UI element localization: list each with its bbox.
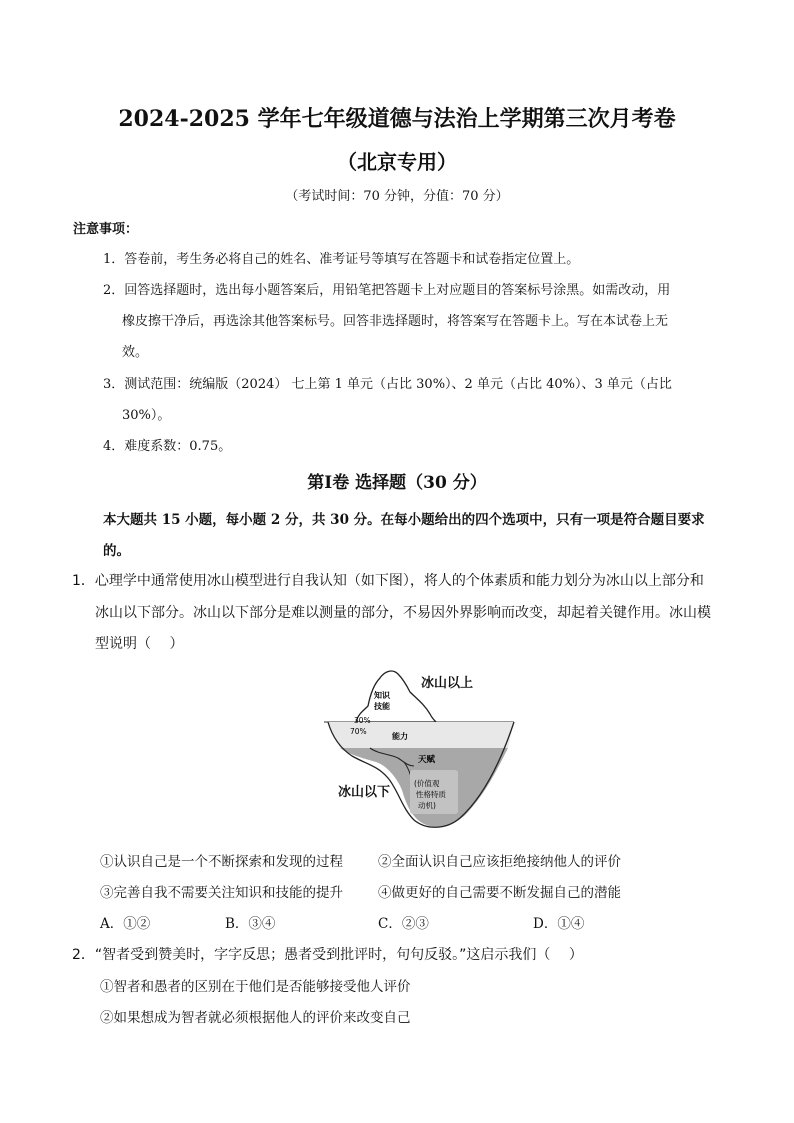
- exam-subtitle: （北京专用）: [337, 150, 457, 174]
- q1-choice-d: D．①④: [533, 916, 585, 932]
- q1-choice-a: A．①②: [100, 916, 151, 932]
- q2-option-2: ②如果想成为智者就必须根据他人的评价来改变自己: [100, 1010, 411, 1026]
- deep-label-values: (价值观: [414, 779, 440, 788]
- notice-item-4: 4．难度系数：0.75。: [103, 439, 232, 454]
- section-intro: 本大题共 15 小题，每小题 2 分，共 30 分。在每小题给出的四个选项中，只有一项是符合题目要求: [103, 512, 705, 528]
- percent-70-label: 70%: [350, 727, 367, 736]
- notice-item-3: 3．测试范围：统编版（2024） 七上第 1 单元（占比 30%）、2 单元（占比 40%）、3 单元（占比: [103, 377, 672, 392]
- tip-label-skills: 技能: [374, 702, 390, 711]
- q1-option-3: ③完善自我不需要关注知识和技能的提升: [100, 885, 343, 901]
- notice-heading: 注意事项：: [73, 222, 139, 237]
- notice-item-2-cont: 橡皮擦干净后，再选涂其他答案标号。回答非选择题时，将答案写在答题卡上。写在本试卷上无: [122, 314, 669, 329]
- q1-choice-c: C．②③: [378, 916, 429, 932]
- question-1-stem-cont: 冰山以下部分。冰山以下部分是难以测量的部分，不易因外界影响而改变，却起着关键作用。冰山模: [95, 605, 711, 621]
- notice-item-2: 2．回答选择题时，选出每小题答案后，用铅笔把答题卡上对应题目的答案标号涂黑。如需改动，用: [103, 283, 671, 298]
- label-below-water: 冰山以下: [338, 785, 391, 800]
- section-intro-end: 的。: [103, 543, 130, 559]
- label-above-water: 冰山以上: [421, 676, 474, 691]
- notice-item-2-end: 效。: [122, 345, 149, 360]
- exam-info: （考试时间：70 分钟，分值：70 分）: [285, 189, 509, 204]
- iceberg-figure: [318, 662, 518, 832]
- question-2-stem: 2．“智者受到赞美时，字字反思；愚者受到批评时，句句反驳。”这启示我们（ ）: [72, 947, 583, 963]
- q1-option-2: ②全面认识自己应该拒绝接纳他人的评价: [378, 854, 621, 870]
- talent-label: 天赋: [418, 755, 436, 765]
- tip-label-knowledge: 知识: [374, 691, 390, 700]
- q2-option-1: ①智者和愚者的区别在于他们是否能够接受他人评价: [100, 979, 411, 995]
- section-heading: 第Ⅰ卷 选择题（30 分）: [307, 473, 487, 493]
- deep-label-traits: 性格特质: [416, 790, 446, 799]
- ability-label: 能力: [392, 732, 408, 741]
- deep-label-motive: 动机): [418, 801, 436, 810]
- q1-choice-b: B．③④: [225, 916, 276, 932]
- notice-item-3-cont: 30%）。: [122, 408, 171, 423]
- q1-option-4: ④做更好的自己需要不断发掘自己的潜能: [378, 885, 621, 901]
- question-1-stem-end: 型说明（ ）: [95, 636, 184, 652]
- q1-option-1: ①认识自己是一个不断探索和发现的过程: [100, 854, 343, 870]
- exam-title: 2024-2025 学年七年级道德与法治上学期第三次月考卷: [118, 106, 676, 132]
- percent-30-label: 30%: [354, 716, 371, 725]
- question-1-stem: 1．心理学中通常使用冰山模型进行自我认知（如下图），将人的个体素质和能力划分为冰山以上部分和: [72, 573, 704, 589]
- notice-item-1: 1．答卷前，考生务必将自己的姓名、准考证号等填写在答题卡和试卷指定位置上。: [103, 252, 580, 267]
